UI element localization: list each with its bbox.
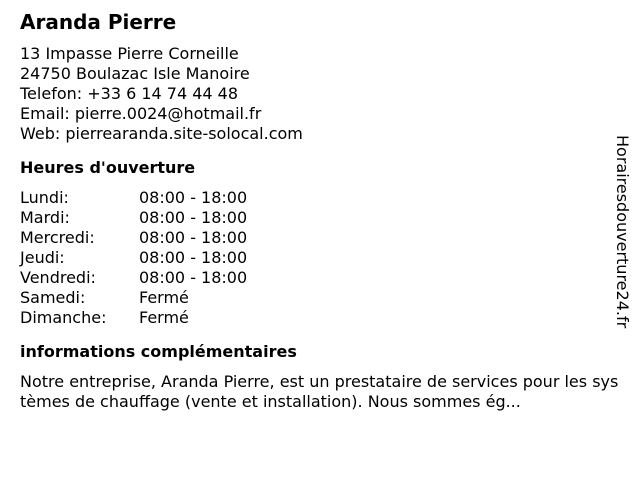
phone-line: Telefon: +33 6 14 74 44 48 [20,84,239,103]
hours-row-monday [20,188,620,208]
hours-day: Jeudi: [20,248,65,267]
hours-row-thursday [20,248,620,268]
web-line: Web: pierrearanda.site-solocal.com [20,124,303,143]
business-name: Aranda Pierre [20,10,177,34]
address-street: 13 Impasse Pierre Corneille [20,44,239,63]
hours-day: Samedi: [20,288,86,307]
hours-day: Mardi: [20,208,70,227]
opening-hours-list [20,188,620,328]
hours-row-saturday [20,288,620,308]
hours-day: Vendredi: [20,268,96,287]
hours-row-tuesday [20,208,620,228]
address-city: 24750 Boulazac Isle Manoire [20,64,250,83]
business-card [20,10,620,412]
opening-hours-title: Heures d'ouverture [20,158,196,177]
hours-time: 08:00 - 18:00 [139,228,248,247]
hours-row-sunday [20,308,620,328]
hours-time: Fermé [139,308,189,327]
hours-day: Dimanche: [20,308,107,327]
hours-time: Fermé [139,288,189,307]
additional-info-title: informations complémentaires [20,342,297,361]
site-watermark: Horairesdouverture24.fr [613,135,632,329]
hours-day: Lundi: [20,188,69,207]
hours-time: 08:00 - 18:00 [139,248,248,267]
hours-row-friday [20,268,620,288]
hours-time: 08:00 - 18:00 [139,208,248,227]
hours-time: 08:00 - 18:00 [139,268,248,287]
hours-row-wednesday [20,228,620,248]
hours-day: Mercredi: [20,228,95,247]
additional-info-text: Notre entreprise, Aranda Pierre, est un prestataire de services pour les systèmes de chauffage (vente et installation). Nous sommes ég... [20,372,619,411]
email-line: Email: pierre.0024@hotmail.fr [20,104,262,123]
hours-time: 08:00 - 18:00 [139,188,248,207]
